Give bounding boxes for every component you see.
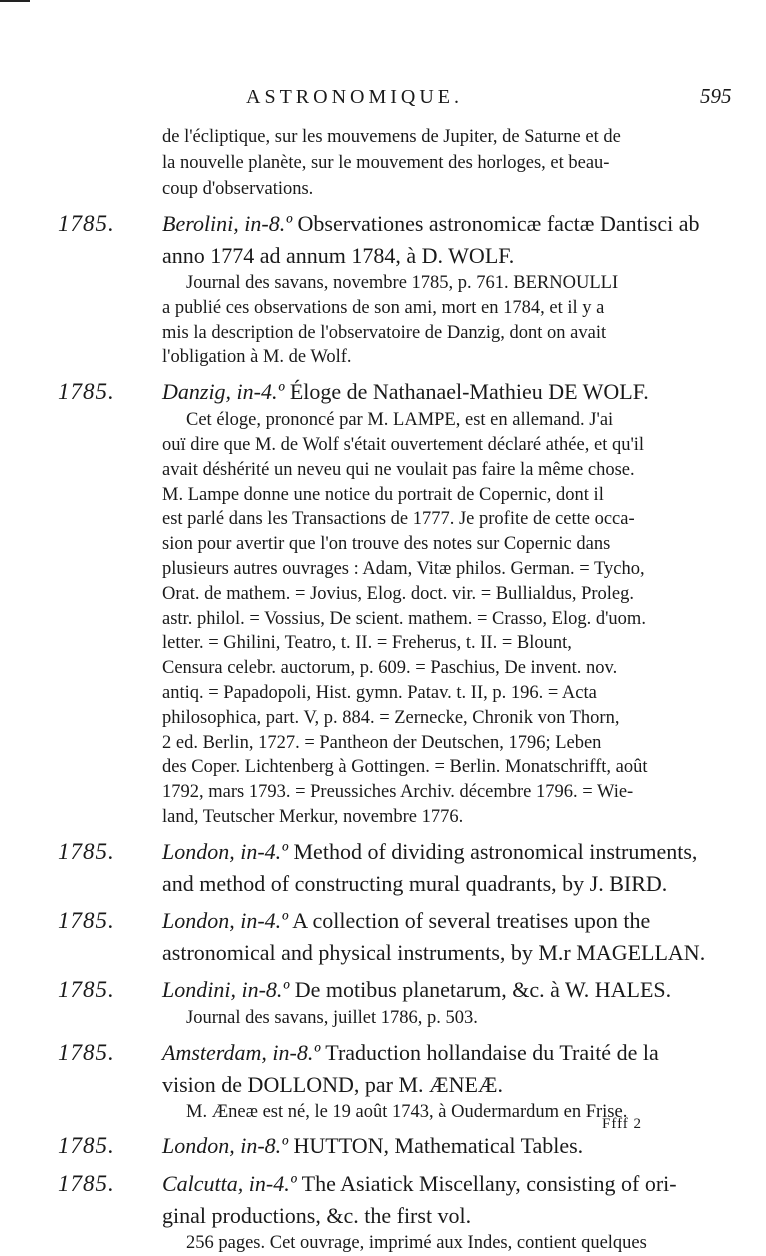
entry-title: astronomical and physical instruments, by M.r MAGELLAN. bbox=[162, 939, 706, 965]
entry-title-line bbox=[162, 974, 742, 1006]
entry-place: Londini, in-8.º bbox=[162, 976, 290, 1002]
entry-note-line: mis la description de l'observatoire de Danzig, dont on avait bbox=[162, 322, 607, 343]
entry-title-line bbox=[162, 836, 742, 868]
entry-note-line: land, Teutscher Merkur, novembre 1776. bbox=[162, 806, 464, 827]
page-edge-mark bbox=[0, 0, 30, 2]
bibliography-entry bbox=[58, 905, 742, 968]
bibliography-entry bbox=[58, 208, 742, 370]
entry-year: 1785. bbox=[58, 907, 115, 933]
entry-year: 1785. bbox=[58, 379, 115, 405]
entry-place: London, in-4.º bbox=[162, 907, 288, 933]
entry-year: 1785. bbox=[58, 838, 115, 864]
entry-note-line: 1792, mars 1793. = Preussiches Archiv. décembre 1796. = Wie- bbox=[162, 782, 634, 803]
entry-note-line: letter. = Ghilini, Teatro, t. II. = Freherus, t. II. = Blount, bbox=[162, 633, 572, 654]
bibliography-entry bbox=[58, 974, 742, 1031]
entry-list bbox=[58, 208, 742, 1256]
entry-title-line bbox=[162, 1130, 742, 1162]
entry-title: Traduction hollandaise du Traité de la bbox=[325, 1039, 659, 1065]
entry-note-line: avait déshérité un neveu qui ne voulait pas faire la même chose. bbox=[162, 459, 635, 480]
text-line: coup d'observations. bbox=[162, 179, 314, 199]
entry-note-line: antiq. = Papadopoli, Hist. gymn. Patav. t. II, p. 196. = Acta bbox=[162, 682, 597, 703]
entry-year: 1785. bbox=[58, 976, 115, 1002]
continuation-paragraph bbox=[58, 124, 742, 202]
entry-place: Berolini, in-8.º bbox=[162, 211, 293, 236]
running-head: ASTRONOMIQUE. bbox=[246, 86, 463, 108]
entry-title: ginal productions, &c. the first vol. bbox=[162, 1203, 472, 1229]
page-number: 595 bbox=[700, 84, 732, 108]
entry-title: Method of dividing astronomical instruments, bbox=[293, 838, 698, 864]
bibliography-entry bbox=[58, 1130, 742, 1162]
entry-year: 1785. bbox=[58, 1133, 115, 1159]
entry-note-line: Orat. de mathem. = Jovius, Elog. doct. vir. = Bullialdus, Proleg. bbox=[162, 583, 635, 604]
bibliography-entry bbox=[58, 1168, 742, 1256]
entry-note-line: des Coper. Lichtenberg à Gottingen. = Berlin. Monatschrifft, août bbox=[162, 757, 648, 778]
text-line: de l'écliptique, sur les mouvemens de Jupiter, de Saturne et de bbox=[162, 127, 621, 147]
entry-title: vision de DOLLOND, par M. ÆNEÆ. bbox=[162, 1071, 503, 1097]
entry-year: 1785. bbox=[58, 1039, 115, 1065]
entry-title-line bbox=[162, 240, 742, 271]
entry-place: Amsterdam, in-8.º bbox=[162, 1039, 321, 1065]
entry-title-line bbox=[162, 1037, 742, 1069]
entry-place: London, in-8.º bbox=[162, 1133, 288, 1159]
entry-note-line: l'obligation à M. de Wolf. bbox=[162, 347, 352, 368]
entry-title: Observationes astronomicæ factæ Dantisci ab bbox=[297, 211, 700, 236]
page-content bbox=[58, 124, 742, 1256]
entry-title: anno 1774 ad annum 1784, à D. WOLF. bbox=[162, 243, 515, 268]
entry-title: A collection of several treatises upon the bbox=[292, 907, 651, 933]
entry-note-line: astr. philol. = Vossius, De scient. mathem. = Crasso, Elog. d'uom. bbox=[162, 608, 646, 629]
entry-note-line: plusieurs autres ouvrages : Adam, Vitæ philos. German. = Tycho, bbox=[162, 558, 645, 579]
entry-note-line: Journal des savans, juillet 1786, p. 503. bbox=[186, 1007, 478, 1028]
entry-title-line bbox=[162, 1168, 742, 1200]
entry-note-line: Censura celebr. auctorum, p. 609. = Paschius, De invent. nov. bbox=[162, 658, 618, 679]
entry-year: 1785. bbox=[58, 211, 115, 236]
entry-note-line: a publié ces observations de son ami, mort en 1784, et il y a bbox=[162, 297, 605, 318]
entry-title: De motibus planetarum, &c. à W. HALES. bbox=[294, 976, 672, 1002]
entry-note-line: M. Lampe donne une notice du portrait de Copernic, dont il bbox=[162, 484, 604, 505]
entry-year: 1785. bbox=[58, 1171, 115, 1197]
entry-note-line: sion pour avertir que l'on trouve des notes sur Copernic dans bbox=[162, 534, 611, 555]
entry-title: The Asiatick Miscellany, consisting of ori- bbox=[301, 1171, 677, 1197]
entry-note-line: ouï dire que M. de Wolf s'était ouvertement déclaré athée, et qu'il bbox=[162, 434, 645, 455]
entry-title-line bbox=[162, 905, 742, 937]
signature-mark: Ffff 2 bbox=[602, 1116, 643, 1132]
entry-title-line bbox=[162, 208, 742, 240]
entry-note-line: philosophica, part. V, p. 884. = Zernecke, Chronik von Thorn, bbox=[162, 707, 620, 728]
entry-title-line bbox=[162, 868, 742, 899]
bibliography-entry bbox=[58, 376, 742, 830]
entry-title: and method of constructing mural quadrants, by J. BIRD. bbox=[162, 870, 668, 896]
entry-title-line bbox=[162, 1069, 742, 1100]
entry-note-line: 2 ed. Berlin, 1727. = Pantheon der Deutschen, 1796; Leben bbox=[162, 732, 602, 753]
entry-note-line: Cet éloge, prononcé par M. LAMPE, est en allemand. J'ai bbox=[186, 410, 614, 431]
bibliography-entry bbox=[58, 836, 742, 899]
text-line: la nouvelle planète, sur le mouvement des horloges, et beau- bbox=[162, 153, 610, 173]
entry-title-line bbox=[162, 376, 742, 408]
entry-title-line bbox=[162, 937, 742, 968]
entry-title: Éloge de Nathanael-Mathieu DE WOLF. bbox=[289, 379, 649, 405]
entry-note-line: Journal des savans, novembre 1785, p. 761. BERNOULLI bbox=[186, 273, 619, 293]
entry-note-line: 256 pages. Cet ouvrage, imprimé aux Indes, contient quelques bbox=[186, 1233, 647, 1254]
entry-title: HUTTON, Mathematical Tables. bbox=[293, 1133, 584, 1159]
bibliography-entry bbox=[58, 1037, 742, 1125]
entry-place: London, in-4.º bbox=[162, 838, 288, 864]
entry-note-line: est parlé dans les Transactions de 1777. Je profite de cette occa- bbox=[162, 509, 635, 530]
entry-place: Calcutta, in-4.º bbox=[162, 1171, 297, 1197]
entry-place: Danzig, in-4.º bbox=[162, 379, 285, 405]
entry-note-line: M. Æneæ est né, le 19 août 1743, à Oudermardum en Frise. bbox=[186, 1101, 628, 1122]
entry-title-line bbox=[162, 1200, 742, 1231]
